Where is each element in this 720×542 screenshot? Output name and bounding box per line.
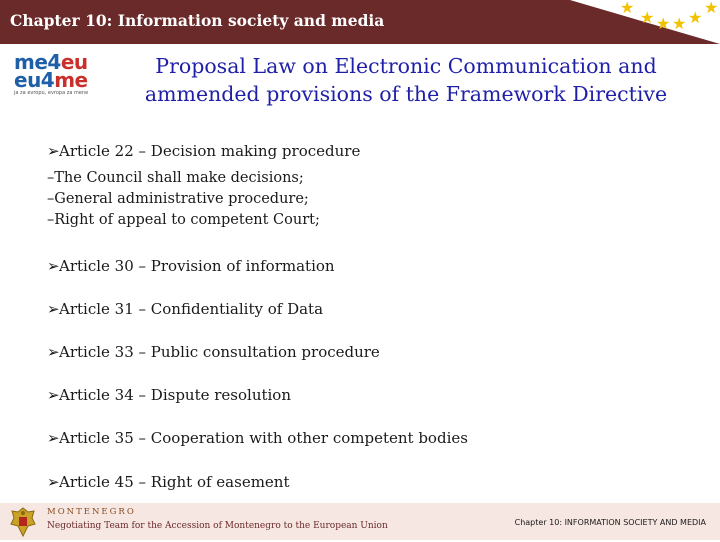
slide-title (118, 52, 694, 108)
sub-item: –The Council shall make decisions; (47, 170, 304, 186)
arrow-bullet-icon: ➢ (47, 473, 60, 491)
star-icon: ★ (656, 14, 671, 33)
star-icon: ★ (704, 0, 719, 17)
slide-title-line-2: ammended provisions of the Framework Directive (144, 82, 668, 106)
list-item-article-45: ➢Article 45 – Right of easement (47, 473, 290, 491)
footer-country: MONTENEGRO (47, 507, 136, 517)
star-icon: ★ (620, 0, 635, 17)
me4eu-logo (14, 52, 114, 100)
arrow-bullet-icon: ➢ (47, 257, 60, 275)
coat-of-arms-icon (8, 506, 38, 538)
arrow-bullet-icon: ➢ (47, 429, 60, 447)
sub-item: –General administrative procedure; (47, 191, 309, 207)
list-item-article-35: ➢Article 35 – Cooperation with other competent bodies (47, 429, 468, 447)
list-item-article-33: ➢Article 33 – Public consultation procedure (47, 343, 380, 361)
arrow-bullet-icon: ➢ (47, 142, 60, 160)
list-item-article-31: ➢Article 31 – Confidentiality of Data (47, 300, 324, 318)
footer-chapter: Chapter 10: INFORMATION SOCIETY AND MEDIA (514, 518, 706, 527)
list-item-article-34: ➢Article 34 – Dispute resolution (47, 386, 292, 404)
star-icon: ★ (640, 8, 655, 27)
star-icon: ★ (688, 8, 703, 27)
logo-line-2: eu4me (14, 68, 88, 92)
slide-title-line-1: Proposal Law on Electronic Communication and (155, 54, 657, 78)
arrow-bullet-icon: ➢ (47, 300, 60, 318)
logo-line-1: me4eu (14, 50, 88, 74)
sub-item: –Right of appeal to competent Court; (47, 212, 320, 228)
list-item-article-22: ➢Article 22 – Decision making procedure (47, 142, 361, 160)
arrow-bullet-icon: ➢ (47, 343, 60, 361)
logo-tagline: ja za evropu, evropa za mene (14, 90, 89, 96)
star-icon: ★ (672, 14, 687, 33)
footer-team-name: Negotiating Team for the Accession of Montenegro to the European Union (47, 521, 388, 531)
list-item-article-30: ➢Article 30 – Provision of information (47, 257, 335, 275)
arrow-bullet-icon: ➢ (47, 386, 60, 404)
chapter-title: Chapter 10: Information society and media (10, 11, 385, 30)
